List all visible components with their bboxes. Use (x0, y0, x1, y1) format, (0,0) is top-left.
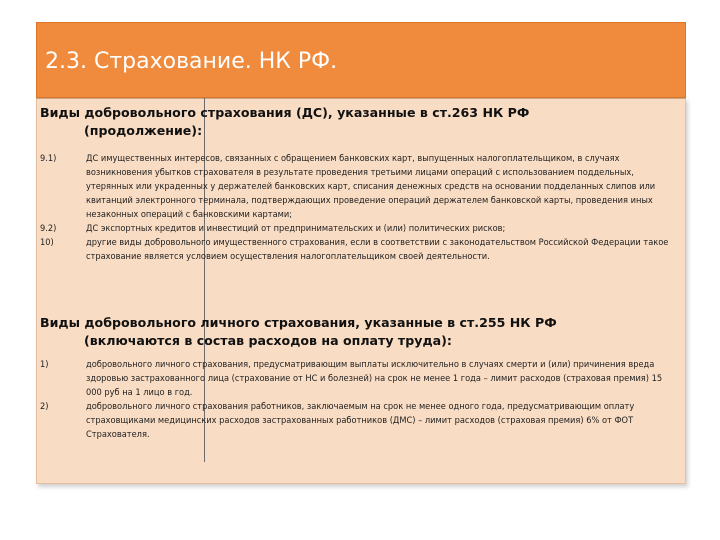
list-item (40, 152, 680, 222)
section1-heading-line1: Виды добровольного страхования (ДС), указанные в ст.263 НК РФ (40, 105, 530, 120)
list-item-text: другие виды добровольного имущественного страхования, если в соответствии с законодательством Российской Федерации такое страхование является условием осуществления налогоплательщиком своей деятельности. (86, 237, 669, 262)
list-item-text: ДС экспортных кредитов и инвестиций от предпринимательских и (или) политических рисков; (86, 223, 506, 234)
section1-heading (40, 104, 680, 140)
list-item-number: 9.1) (40, 153, 57, 164)
list-item (40, 236, 680, 264)
list-item-number: 1) (40, 359, 49, 370)
list-item-number: 2) (40, 401, 49, 412)
list-item-text: ДС имущественных интересов, связанных с обращением банковских карт, выпущенных налогоплательщиком, в случаях возникновения убытков страхователя в результате проведения третьими лицами операций с использованием поддельных, утерянных или украденных у держателей банковских карт, списания денежных средств на основании подделанных слипов или квитанций электронного терминала, подтверждающих проведение операций держателем банковской карты, проведения иных незаконных операций с банковскими картами; (86, 153, 656, 220)
section1-heading-line2: (продолжение): (84, 123, 203, 138)
list-item-text: добровольного личного страхования работников, заключаемым на срок не менее одного года, предусматривающим оплату страховщиками медицинских расходов застрахованных работников (ДМС) – лимит расходов (страховая премия) 6% от ФОТ Страхователя. (86, 401, 635, 440)
section2-heading-line2: (включаются в состав расходов на оплату труда): (84, 333, 452, 348)
slide-title: 2.3. Страхование. НК РФ. (45, 49, 338, 74)
section2-heading (40, 314, 680, 350)
list-item-number: 10) (40, 237, 54, 248)
list-item-number: 9.2) (40, 223, 57, 234)
section1-list (40, 152, 680, 264)
section2-list (40, 358, 680, 442)
list-item (40, 400, 680, 442)
section2-heading-line1: Виды добровольного личного страхования, указанные в ст.255 НК РФ (40, 315, 557, 330)
list-item (40, 358, 680, 400)
list-item (40, 222, 680, 236)
list-item-text: добровольного личного страхования, предусматривающим выплаты исключительно в случаях смерти и (или) причинения вреда здоровью застрахованного лица (страхование от НС и болезней) на срок не менее 1 года – лимит расходов (страховая премия) 15 000 руб на 1 лицо в год. (86, 359, 663, 398)
slide-title-bar (36, 22, 686, 98)
divider-line (36, 98, 686, 99)
